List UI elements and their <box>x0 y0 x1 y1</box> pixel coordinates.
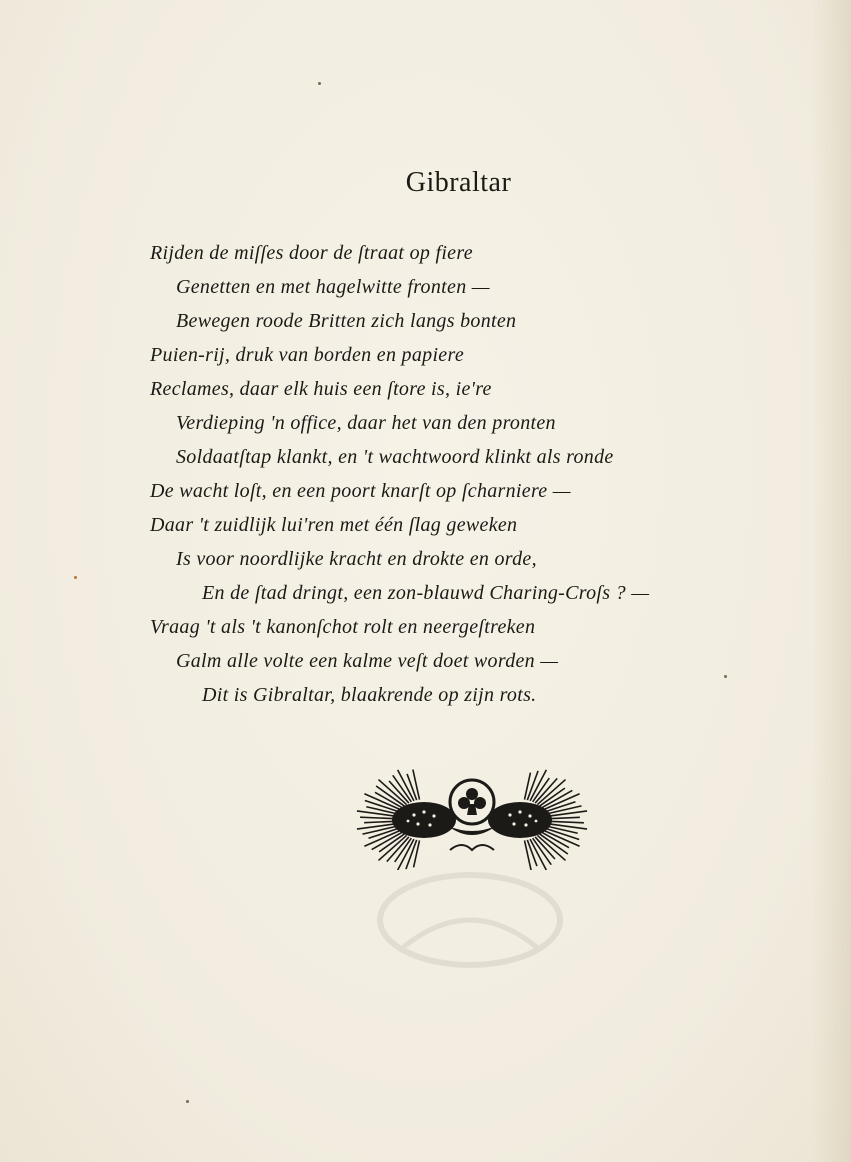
paper-speck <box>724 675 727 678</box>
paper-speck <box>74 576 77 579</box>
paper-speck <box>186 1100 189 1103</box>
poem-line: Reclames, daar elk huis een ſtore is, ie're <box>150 378 492 400</box>
ornament-ray <box>357 811 398 817</box>
poem-line: Verdieping 'n office, daar het van den pronten <box>176 412 556 434</box>
ornament-ray <box>413 770 420 800</box>
poem-line: Is voor noordlijke kracht en drokte en orde, <box>176 548 537 570</box>
poem-body <box>150 236 800 712</box>
ornament-ray <box>546 811 587 817</box>
ornament-ray <box>537 835 565 860</box>
ornament-ray <box>378 780 406 805</box>
ornament-ray <box>537 780 565 805</box>
club-emblem-with-rays-icon <box>352 760 592 870</box>
poem-line: Genetten en met hagelwitte fronten — <box>176 276 490 298</box>
ornament-ray <box>546 823 587 829</box>
poem-line: Dit is Gibraltar, blaakrende op zijn rots. <box>202 684 537 706</box>
poem-line: De wacht loſt, en een poort knarſt op ſcharniere — <box>150 480 571 502</box>
poem-line: Daar 't zuidlijk lui'ren met één ſlag geweken <box>150 514 518 536</box>
poem-line: Galm alle volte een kalme veſt doet worden — <box>176 650 559 672</box>
poem-line: En de ſtad dringt, een zon-blauwd Charing-Croſs ? — <box>202 582 650 604</box>
show-through-emblem-icon <box>360 860 580 990</box>
poem-line: Vraag 't als 't kanonſchot rolt en neergeſtreken <box>150 616 536 638</box>
ornament-ray <box>357 823 398 829</box>
poem-line: Puien-rij, druk van borden en papiere <box>150 344 464 366</box>
poem-line: Bewegen roode Britten zich langs bonten <box>176 310 517 332</box>
poem-title: Gibraltar <box>405 166 512 198</box>
poem-line: Rijden de miſſes door de ſtraat op fiere <box>150 242 473 264</box>
paper-speck <box>318 82 321 85</box>
poem-line: Soldaatſtap klankt, en 't wachtwoord klinkt als ronde <box>176 446 614 468</box>
ornament-ray <box>378 835 406 860</box>
